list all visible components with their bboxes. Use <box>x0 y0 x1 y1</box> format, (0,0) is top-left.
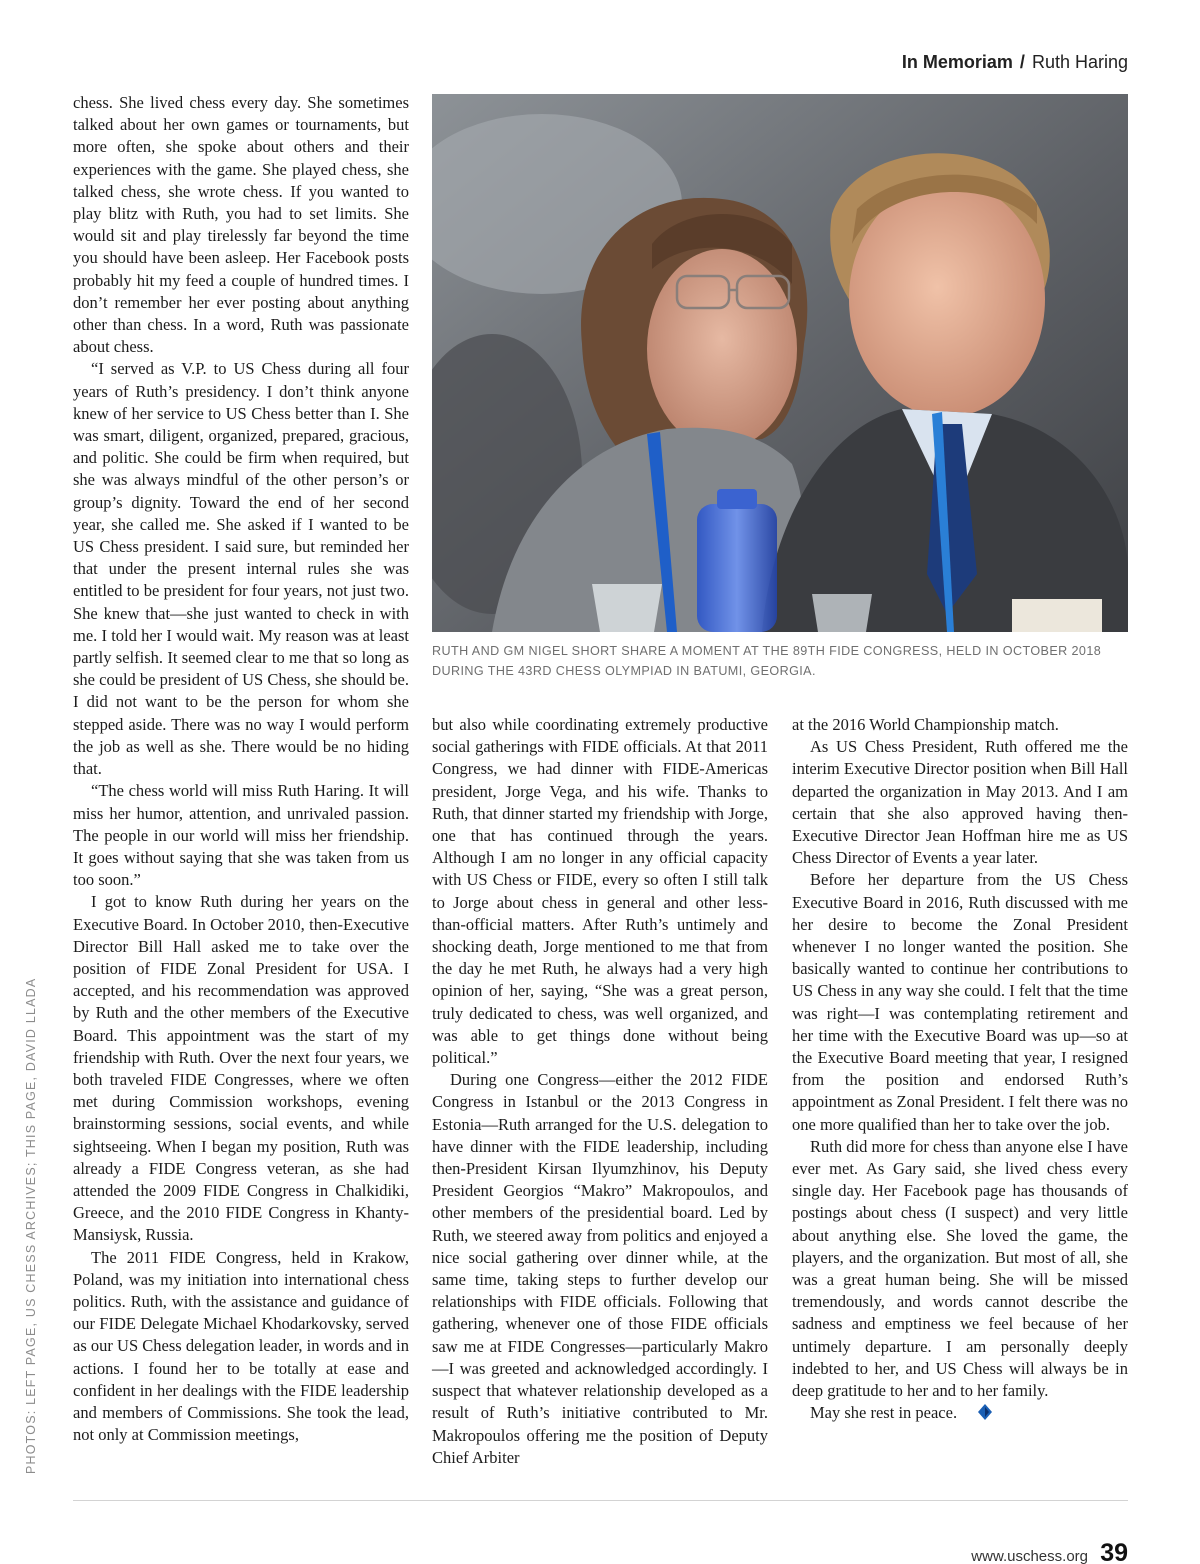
photo-illustration <box>432 94 1128 632</box>
paragraph: but also while coordinating extremely productive social gatherings with FIDE officials. At that 2011 Congress, we had dinner with FIDE-Americas president, Jorge Vega, and his wife. Thanks to Ruth, that dinner started my friendship with Jorge, one that has continued through the years. Although I am no longer in any official capacity with US Chess or FIDE, every so often I still talk to Jorge about chess in general and other less-than-official matters. After Ruth’s untimely and shocking death, Jorge mentioned to me that from the day he met Ruth, he always had a very high opinion of her, saying, “She was a great person, truly dedicated to chess, was well organized, and was able to get things done without being political.” <box>432 715 768 1068</box>
article-subject: Ruth Haring <box>1031 52 1128 72</box>
closing-paragraph <box>792 1402 1128 1426</box>
paragraph: “The chess world will miss Ruth Haring. It will miss her humor, attention, and unrivaled passion. The people in our world will miss her friendship. It goes without saying that she was taken from us too soon.” <box>73 781 409 890</box>
paragraph: The 2011 FIDE Congress, held in Krakow, Poland, was my initiation into international chess politics. Ruth, with the assistance and guidance of our FIDE Delegate Michael Khodarkovsky, served as our US Chess delegation leader, in words and in actions. I found her to be totally at ease and confident in her dealings with the FIDE leadership and members of Commissions. She took the lead, not only at Commission meetings, <box>73 1247 409 1445</box>
paragraph: chess. She lived chess every day. She sometimes talked about her own games or tournaments, but more often, she spoke about others and their experiences with the game. She played chess, she talked chess, she wrote chess. If you wanted to play blitz with Ruth, you had to set limits. She would sit and play tirelessly far beyond the time you should have been asleep. Her Facebook posts probably hit my feed a couple of hundred times. I don’t remember her ever posting about anything other than chess. In a word, Ruth was passionate about chess. <box>73 93 409 357</box>
paragraph: During one Congress—either the 2012 FIDE Congress in Istanbul or the 2013 Congress in Estonia—Ruth arranged for the U.S. delegation to have dinner with the FIDE leadership, including then-President Kirsan Ilyumzhinov, his Deputy President Georgios “Makro” Makropoulos, and other members of the presidential board. Led by Ruth, we steered away from politics and enjoyed a nice social gathering over dinner while, at the same time, taking steps to further develop our relationships with FIDE officials. Following that gathering, whenever one of those FIDE officials saw me at FIDE Congresses—particularly Makro—I was greeted and acknowledged accordingly. I suspect that whatever relationship developed as a result of Ruth’s initiative contributed to Mr. Makropoulos offering me the position of Deputy Chief Arbiter <box>432 1070 768 1467</box>
photo-caption: RUTH AND GM NIGEL SHORT SHARE A MOMENT AT THE 89TH FIDE CONGRESS, HELD IN OCTOBER 2018 DURING THE 43RD CHESS OLYMPIAD IN BATUMI, GEORGIA. <box>432 644 1102 678</box>
running-header <box>902 52 1128 73</box>
article-photo <box>432 94 1128 632</box>
paragraph: I got to know Ruth during her years on the Executive Board. In October 2010, then-Executive Director Bill Hall asked me to take over the position of FIDE Zonal President for USA. I accepted, and his recommendation was approved by Ruth and the other members of the Executive Board. This appointment was the start of my friendship with Ruth. Over the next four years, we both traveled FIDE Congresses, where we often met during Commission workshops, evening brainstorming sessions, social events, and while sightseeing. When I began my position, Ruth was already a FIDE Congress veteran, as she had attended the 2009 FIDE Congress in Chalkidiki, Greece, and the 2010 FIDE Congress in Khanty-Mansiysk, Russia. <box>73 892 409 1245</box>
closing-text: May she rest in peace. <box>810 1403 958 1423</box>
text-column-2 <box>432 714 768 1469</box>
paragraph: As US Chess President, Ruth offered me the interim Executive Director position when Bill Hall departed the organization in May 2013. And I am certain that she also approved having then-Executive Director Jean Hoffman hire me as US Chess Director of Events a year later. <box>792 737 1128 868</box>
footer-divider <box>73 1500 1128 1501</box>
text-column-3 <box>792 714 1128 1427</box>
paragraph: “I served as V.P. to US Chess during all four years of Ruth’s presidency. I don’t think anyone knew of her service to US Chess better than I. She was smart, diligent, organized, prepared, gracious, and politic. She could be firm when required, but she was always mindful of the other person’s or group’s dignity. Toward the end of her second year, she called me. She asked if I wanted to be US Chess president. I said sure, but reminded her that under the present internal rules she was entitled to be president for four years, not just two. She knew that—she just wanted to check in with me. I told her I would wait. My reason was at least partly selfish. It seemed clear to me that so long as she could be president of US Chess, she should be. I did not want to be the person for whom she stepped aside. There was no way I would perform the job as well as she. There would be no hiding that. <box>73 359 409 779</box>
text-column-1 <box>73 92 409 1446</box>
paragraph: Before her departure from the US Chess Executive Board in 2016, Ruth discussed with me her desire to become the Zonal President whenever I no longer wanted the position. She basically wanted to continue her contributions to US Chess in any way she could. I felt that the time was right—I was contemplating retirement and her time with the Executive Board was up—so at the Executive Board meeting that year, I resigned from the position and endorsed Ruth’s appointment as Zonal President. I felt there was no one more qualified than her to take over the job. <box>792 870 1128 1134</box>
paragraph: Ruth did more for chess than anyone else I have ever met. As Gary said, she lived chess every single day. Her Facebook page has thousands of postings about chess (I suspect) and very little about anything else. She loved the game, the players, and the organization. But most of all, she was a great human being. She will be missed tremendously, and words cannot describe the sadness and emptiness we feel because of her untimely departure. I am personally deeply indebted to her, and US Chess will always be in deep gratitude to her and to her family. <box>792 1136 1128 1401</box>
footer-url: www.uschess.org <box>971 1548 1088 1564</box>
header-separator: / <box>1019 52 1025 72</box>
photo-credit: PHOTOS: LEFT PAGE, US CHESS ARCHIVES; THIS PAGE, DAVID LLADA <box>24 977 38 1474</box>
page-number: 39 <box>1100 1539 1128 1564</box>
paragraph: at the 2016 World Championship match. <box>792 715 1059 734</box>
uschess-logo-icon <box>960 1404 992 1426</box>
section-title: In Memoriam <box>901 52 1013 72</box>
